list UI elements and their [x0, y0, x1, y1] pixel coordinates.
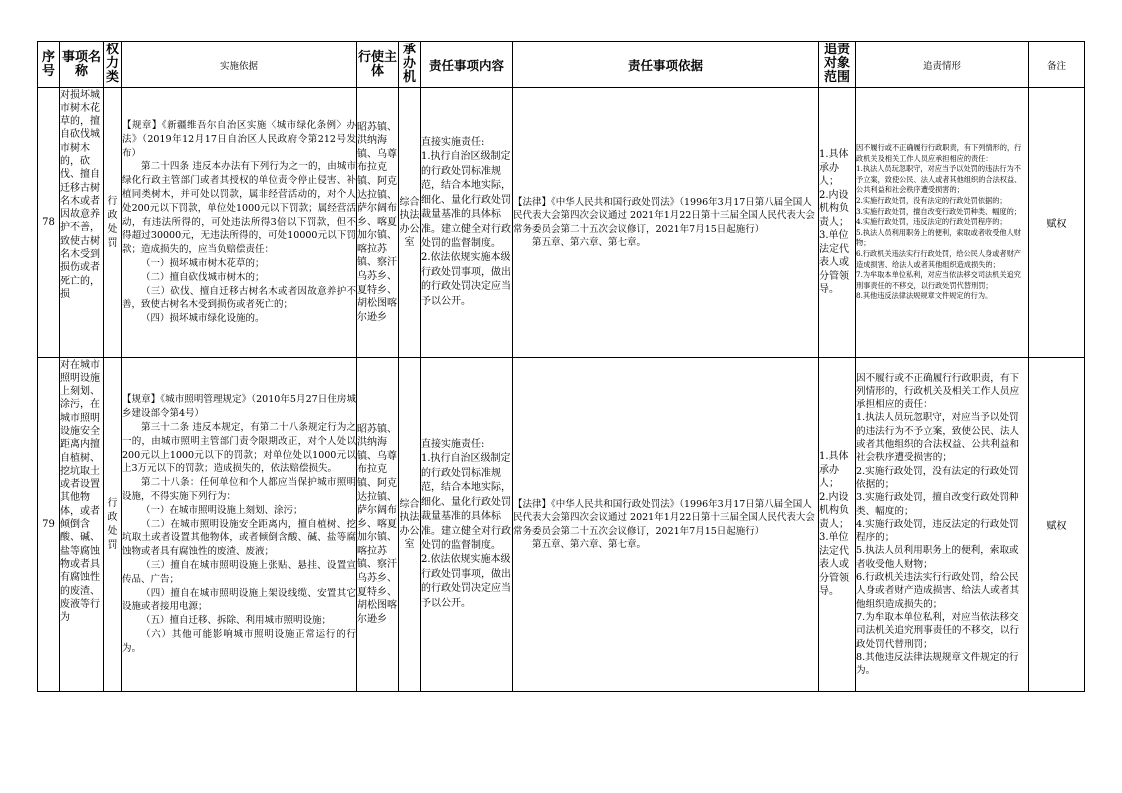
- header-situation: 追责情形: [856, 42, 1029, 88]
- row79-law-line: 【法律】《中华人民共和国行政处罚法》（1996年3月17日第八届全国人民代表大会第四次会议通过 2021年1月22日第十三届全国人民代表大会常务委员会第二十五次会议修订，2021年7月15日起施行）: [513, 498, 815, 537]
- header-subject: 行使主体: [357, 42, 399, 88]
- row79-basis-line: （二）在城市照明设施安全距离内，擅自植树、挖坑取土或者设置其他物体，或者倾倒含酸、碱、盐等腐蚀物或者具有腐蚀性的废渣、废液；: [122, 518, 356, 558]
- header-org: [399, 42, 421, 88]
- row79-target-line: 3.单位法定代表人或分管领导。: [819, 532, 849, 598]
- row79-law-line: 第五章、第六章、第七章。: [532, 539, 647, 550]
- row79-situation-line: 1.执法人员玩忽职守，对应当予以处罚的违法行为不予立案，致使公民、法人或者其他组织的合法权益、公共利益和社会秩序遭受损害的；: [856, 412, 1020, 464]
- header-content: 责任事项内容: [421, 42, 513, 88]
- row79-target-cell: [819, 358, 856, 692]
- header-org-text: 承办机: [402, 42, 416, 85]
- row79-basis-line: 【规章】《城市照明管理规定》（2010年5月27日住房城乡建设部令第4号）: [122, 394, 356, 420]
- row78-basis-cell: [122, 88, 357, 358]
- row78-target-cell: [819, 88, 856, 358]
- row78-situation-line: 7.为牟取本单位私利，对应当依法移交司法机关追究刑事责任的不移交，以行政处罚代替刑罚；: [856, 270, 1021, 290]
- row79-subject: 昭苏镇、洪纳海镇、乌尊布拉克镇、阿克达拉镇、萨尔阔布乡、喀夏加尔镇、喀拉苏镇、察汗乌苏乡、夏特乡、胡松图喀尔逊乡: [357, 358, 399, 692]
- row79-situation-line: 7.为牟取本单位私利，对应当依法移交司法机关追究刑事责任的不移交，以行政处罚代替刑罚；: [856, 611, 1020, 650]
- row78-content-line: 1.执行自治区级制定的行政处罚标准规范，结合本地实际，细化、量化行政处罚裁量基准的具体标准。建立健全对行政处罚的监督制度。: [421, 151, 511, 249]
- row78-name: 对损坏城市树木花草的，擅自砍伐城市树木的，砍伐、擅自迁移古树名木或者因故意养护不善，致使古树名木受到损伤或者死亡的，损: [60, 89, 100, 300]
- row78-type: 行政处罚: [104, 88, 122, 358]
- row78-basis-line: （四）损坏城市绿化设施的。: [141, 313, 265, 325]
- table-row-79: [38, 358, 1085, 692]
- row78-situation-cell: [856, 88, 1029, 358]
- row79-basis-line: 第三十二条 违反本规定，有第二十八条规定行为之一的，由城市照明主管部门责令限期改正，对个人处以200元以上1000元以下的罚款；对单位处以1000元以上3万元以下的罚款；造成损失的，依法赔偿损失。: [122, 422, 356, 475]
- row79-situation-line: 6.行政机关违法实行行政处罚，给公民人身或者财产造成损害、给法人或者其他组织造成损失的；: [856, 572, 1020, 610]
- row78-situation-line: 4.实施行政处罚，违反法定的行政处罚程序的；: [856, 217, 1007, 227]
- row79-content-line: 2.依法依规实施本级行政处罚事项，做出的行政处罚决定应当予以公开。: [421, 554, 511, 609]
- row79-target-line: 1.具体承办人；: [819, 451, 849, 490]
- row78-situation-line: 2.实施行政处罚，没有法定的行政处罚依据的；: [856, 196, 1007, 206]
- row78-name-cell: [60, 88, 104, 358]
- row79-basis-line: 第二十八条：任何单位和个人都应当保护城市照明设施，不得实施下列行为：: [122, 477, 356, 502]
- row78-situation-line: 因不履行或不正确履行行政职责，有下列情形的，行政机关及相关工作人员应承担相应的责任：: [856, 143, 1022, 163]
- row79-content-line: 直接实施责任:: [421, 439, 485, 451]
- row79-basis-line: （四）擅自在城市照明设施上架设线缆、安置其它设施或者接用电源；: [122, 587, 356, 613]
- table-row-78: [38, 88, 1085, 358]
- row79-type: 行政处罚: [104, 358, 122, 692]
- header-row: [38, 42, 1085, 88]
- row79-basis-line: （三）擅自在城市照明设施上张贴、悬挂、设置宣传品、广告；: [122, 559, 356, 585]
- row78-law-cell: [513, 88, 819, 358]
- row79-situation-line: 因不履行或不正确履行行政职责，有下列情形的，行政机关及相关工作人员应承担相应的责任：: [856, 372, 1020, 411]
- row78-content-line: 直接实施责任:: [421, 137, 485, 149]
- row78-seq: 78: [38, 88, 60, 358]
- row79-target-line: 2.内设机构负责人；: [819, 491, 849, 530]
- row79-content-cell: [421, 358, 513, 692]
- row78-basis-line: 第二十四条 违反本办法有下列行为之一的，由城市绿化行政主管部门或者其授权的单位责令停止侵害、补植同类树木，并可处以罚款，属非经营活动的，对个人处200元以下罚款，单位处1000元以下罚款；属经营活动，有违法所得的，可处违法所得3倍以下罚款，但不得超过30000元，无违法所得的，可处10000元以下罚款；造成损失的，应当负赔偿责任：: [122, 161, 356, 256]
- header-target: [819, 42, 856, 88]
- row79-situation-line: 3.实施行政处罚，擅自改变行政处罚种类、幅度的；: [856, 492, 1019, 517]
- row78-situation-line: 3.实施行政处罚，擅自改变行政处罚种类、幅度的；: [856, 206, 1021, 216]
- row78-situation-line: 8.其他违反法律法规规章文件规定的行为。: [856, 291, 993, 301]
- header-basis: 实施依据: [122, 42, 357, 88]
- row79-org: 综合执法办公室: [399, 358, 421, 692]
- row78-situation-line: 5.执法人员利用职务上的便利，索取或者收受他人财物；: [856, 227, 1021, 248]
- row78-situation-line: 6.行政机关违法实行行政处罚，给公民人身或者财产造成损害、给法人或者其他组织造成损失的；: [856, 248, 1021, 269]
- row79-seq: 79: [38, 358, 60, 692]
- row79-name: 对在城市照明设施上刻划、涂污，在城市照明设施安全距离内擅自植树、挖坑取土或者设置其他物体，或者倾倒含酸、碱、盐等腐蚀物或者具有腐蚀性的废渣、废液等行为: [60, 359, 100, 624]
- row78-org: 综合执法办公室: [399, 88, 421, 358]
- row78-law-line: 【法律】《中华人民共和国行政处罚法》（1996年3月17日第八届全国人民代表大会第四次会议通过 2021年1月22日第十三届全国人民代表大会常务委员会第二十五次会议修订，2021年7月15日起施行）: [513, 196, 815, 235]
- row78-target-line: 2.内设机构负责人；: [819, 189, 849, 228]
- row79-name-cell: [60, 358, 104, 692]
- header-seq: 序号: [38, 42, 60, 88]
- row78-situation-line: 1.执法人员玩忽职守，对应当予以处罚的违法行为不予立案，致使公民、法人或者其他组织的合法权益、公共利益和社会秩序遭受损害的；: [856, 164, 1022, 195]
- header-law: 责任事项依据: [513, 42, 819, 88]
- row78-basis-line: （一）损坏城市树木花草的；: [141, 257, 265, 269]
- row79-situation-cell: [856, 358, 1029, 692]
- row78-target-line: 1.具体承办人；: [819, 149, 849, 188]
- row78-content-cell: [421, 88, 513, 358]
- row79-content-line: 1.执行自治区级制定的行政处罚标准规范，结合本地实际，细化、量化行政处罚裁量基准的具体标准。建立健全对行政处罚的监督制度。: [421, 453, 511, 551]
- row78-content-line: 2.依法依规实施本级行政处罚事项，做出的行政处罚决定应当予以公开。: [421, 252, 511, 307]
- header-type-text: 权力类: [105, 42, 119, 85]
- row78-note: 赋权: [1029, 88, 1085, 358]
- row79-situation-line: 5.执法人员利用职务上的便利，索取或者收受他人财物；: [856, 545, 1019, 570]
- row78-basis-line: 【规章】《新疆维吾尔自治区实施〈城市绿化条例〉办法》（2019年12月17日自治区人民政府令第212号发布）: [122, 120, 356, 159]
- row79-law-cell: [513, 358, 819, 692]
- row79-basis-line: （一）在城市照明设施上刻划、涂污；: [141, 504, 303, 516]
- header-note: 备注: [1029, 42, 1085, 88]
- row78-subject: 昭苏镇、洪纳海镇、乌尊布拉克镇、阿克达拉镇、萨尔阔布乡、喀夏加尔镇、喀拉苏镇、察汗乌苏乡、夏特乡、胡松图喀尔逊乡: [357, 88, 399, 358]
- row78-target-line: 3.单位法定代表人或分管领导。: [819, 230, 849, 296]
- responsibility-table: [37, 41, 1085, 692]
- row78-basis-line: （二）擅自砍伐城市树木的；: [141, 271, 265, 283]
- row79-situation-line: 8.其他违反法律法规规章文件规定的行为。: [856, 651, 1019, 677]
- header-type: [104, 42, 122, 88]
- row79-basis-line: （五）擅自迁移、拆除、利用城市照明设施；: [141, 615, 332, 627]
- row78-law-line: 第五章、第六章、第七章。: [532, 237, 647, 248]
- row79-situation-line: 4.实施行政处罚，违反法定的行政处罚程序的；: [856, 518, 1019, 544]
- row79-situation-line: 2.实施行政处罚，没有法定的行政处罚依据的；: [856, 465, 1019, 490]
- header-target-text: 追责对象范围: [823, 42, 850, 85]
- row79-basis-cell: [122, 358, 357, 692]
- row79-basis-line: （六）其他可能影响城市照明设施正常运行的行为。: [122, 628, 356, 654]
- row78-basis-line: （三）砍伐、擅自迁移古树名木或者因故意养护不善，致使古树名木受到损伤或者死亡的；: [122, 285, 356, 311]
- row79-note: 赋权: [1029, 358, 1085, 692]
- header-name: 事项名称: [60, 42, 104, 88]
